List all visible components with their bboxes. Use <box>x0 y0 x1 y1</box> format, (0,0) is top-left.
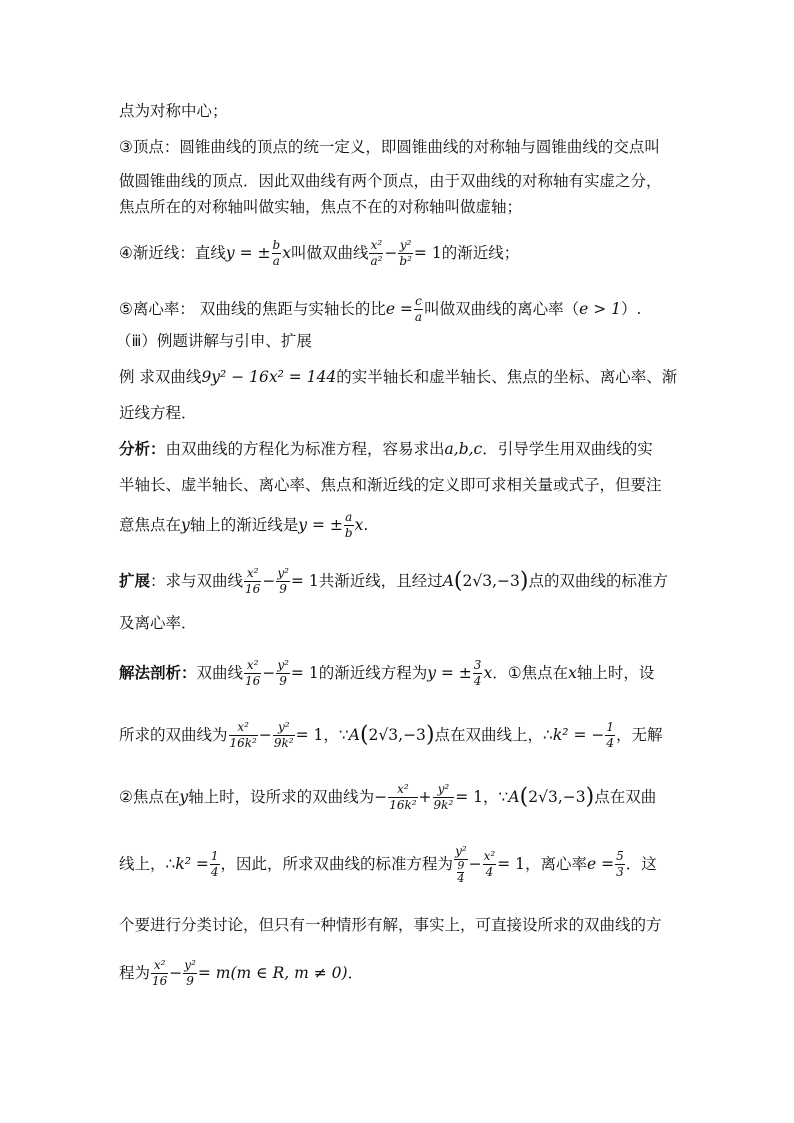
analysis-line: 分析：由双曲线的方程化为标准方程，容易求出a,b,c．引导学生用双曲线的实 <box>119 440 653 458</box>
text-line: 做圆锥曲线的顶点．因此双曲线有两个顶点，由于双曲线的对称轴有实虚之分， <box>119 172 662 190</box>
text-line: 点为对称中心； <box>119 102 228 120</box>
text-line: 及离心率． <box>119 614 197 632</box>
text-line: 个要进行分类讨论，但只有一种情形有解，事实上，可直接设所求的双曲线的方 <box>119 916 662 934</box>
text-line: 例 求双曲线9y² − 16x² = 144的实半轴长和虚半轴长、焦点的坐标、离心率、渐 <box>119 368 678 386</box>
text-line: 半轴长、虚半轴长、离心率、焦点和渐近线的定义即可求相关量或式子，但要注 <box>119 476 662 494</box>
solution-line: 所求的双曲线为 $\frac{\text{x²}}{\text{16k²}}$ − $\frac{\text{y²}}{\text{9k²}}$ = 1，∵A(2√3,−3)点在双曲线上，∴k² = − $\frac{1}{4}$ ，无解 <box>119 720 663 750</box>
text-line: 近线方程． <box>119 404 197 422</box>
text-line: 意焦点在y轴上的渐近线是y = ± $\frac{a}{b}$ x. <box>119 510 369 540</box>
text-line: ③顶点：圆锥曲线的顶点的统一定义，即圆锥曲线的对称轴与圆锥曲线的交点叫 <box>119 138 660 156</box>
solution-line: 线上，∴k² = $\frac{1}{4}$ ，因此，所求双曲线的标准方程为 $\frac{\text{y²}}{\frac{9}{4}}$ − $\frac{\text{x²}}{4}$ = 1，离心率e = $\frac{5}{3}$ ．这 <box>119 844 657 885</box>
asymptote-definition: ④渐近线：直线y = ± $\frac{b}{a}$ x叫做双曲线 $\frac{\text{x²}}{\text{a²}}$ − $\frac{\text{y²}}{\text{b²}}$ = 1的渐近线； <box>119 238 520 268</box>
text-line: 焦点所在的对称轴叫做实轴，焦点不在的对称轴叫做虚轴； <box>119 198 523 216</box>
solution-line: ②焦点在y轴上时，设所求的双曲线为− $\frac{\text{x²}}{\text{16k²}}$ + $\frac{\text{y²}}{\text{9k²}}$ = 1，∵A(2√3,−3)点在双曲 <box>119 782 657 812</box>
section-heading: （ⅲ）例题讲解与引申、扩展 <box>116 332 312 350</box>
extension-line: 扩展：求与双曲线 $\frac{\text{x²}}{16}$ − $\frac{\text{y²}}{9}$ = 1共渐近线，且经过A(2√3,−3)点的双曲线的标准方 <box>119 566 668 596</box>
fraction-b-over-a: $\frac{b}{a}$ <box>272 238 281 268</box>
solution-line: 解法剖析：双曲线 $\frac{\text{x²}}{16}$ − $\frac{\text{y²}}{9}$ = 1的渐近线方程为y = ± $\frac{3}{4}$ x．①焦点在x轴上时，设 <box>119 658 655 688</box>
solution-line: 程为 $\frac{\text{x²}}{16}$ − $\frac{\text{y²}}{9}$ = m(m ∈ R, m ≠ 0)． <box>119 958 364 988</box>
eccentricity-definition: ⑤离心率： 双曲线的焦距与实轴长的比e = $\frac{c}{a}$ 叫做双曲线的离心率（e > 1）. <box>119 294 642 324</box>
